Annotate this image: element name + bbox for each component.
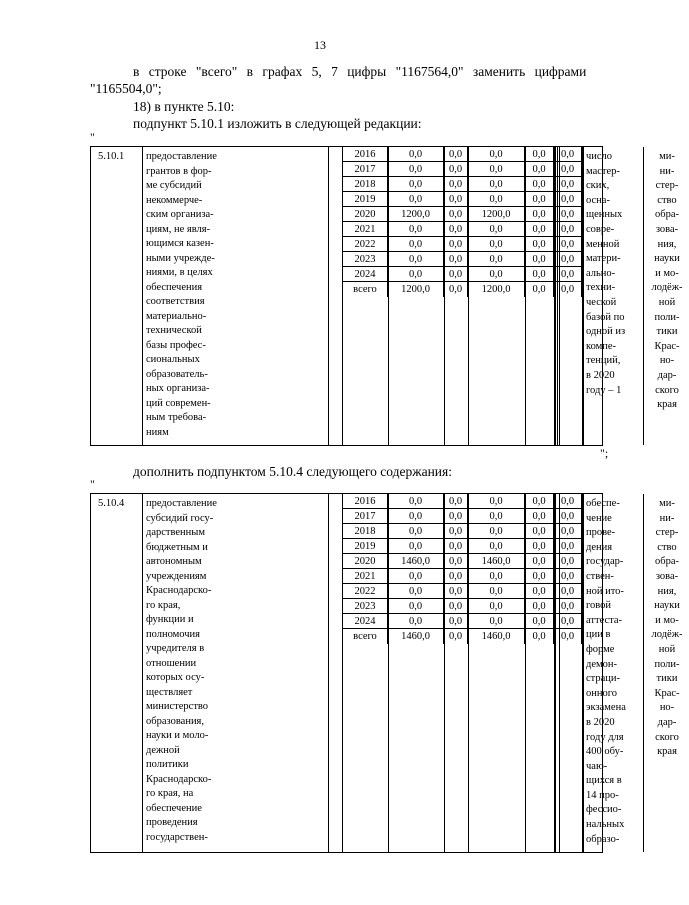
municipal-funding-cell: 0,0 bbox=[525, 222, 554, 237]
total-funding-cell: 1460,0 bbox=[388, 554, 444, 569]
extrabudget-funding-cell: 0,0 bbox=[554, 252, 582, 267]
column-divider bbox=[468, 494, 469, 852]
year-cell: 2023 bbox=[343, 599, 388, 614]
federal-funding-cell: 0,0 bbox=[444, 599, 468, 614]
extrabudget-funding-cell: 0,0 bbox=[554, 162, 582, 177]
column-divider bbox=[388, 147, 389, 445]
extrabudget-funding-cell: 0,0 bbox=[554, 614, 582, 629]
municipal-funding-cell: 0,0 bbox=[525, 509, 554, 524]
column-divider bbox=[525, 494, 526, 852]
quote-open-mark: " bbox=[90, 130, 95, 144]
municipal-funding-cell: 0,0 bbox=[525, 177, 554, 192]
extrabudget-funding-cell: 0,0 bbox=[554, 192, 582, 207]
year-cell: 2020 bbox=[343, 554, 388, 569]
paragraph-item-18: 18) в пункте 5.10: bbox=[133, 99, 235, 114]
regional-funding-cell: 0,0 bbox=[468, 147, 525, 162]
extrabudget-funding-cell: 0,0 bbox=[554, 237, 582, 252]
regional-funding-cell: 0,0 bbox=[468, 162, 525, 177]
regional-funding-cell: 1200,0 bbox=[468, 282, 525, 297]
table-row bbox=[343, 524, 583, 539]
total-funding-cell: 0,0 bbox=[388, 192, 444, 207]
municipal-funding-cell: 0,0 bbox=[525, 147, 554, 162]
extrabudget-funding-cell: 0,0 bbox=[554, 599, 582, 614]
year-cell: всего bbox=[343, 282, 388, 297]
total-funding-cell: 0,0 bbox=[388, 162, 444, 177]
federal-funding-cell: 0,0 bbox=[444, 252, 468, 267]
table-row bbox=[343, 494, 583, 509]
column-divider bbox=[555, 494, 556, 852]
regional-funding-cell: 0,0 bbox=[468, 267, 525, 282]
total-funding-cell: 0,0 bbox=[388, 614, 444, 629]
regional-funding-cell: 0,0 bbox=[468, 584, 525, 599]
table-row bbox=[343, 237, 583, 252]
regional-funding-cell: 0,0 bbox=[468, 614, 525, 629]
municipal-funding-cell: 0,0 bbox=[525, 494, 554, 509]
item-description: предоставление субсидий госу- дарственным бюджетным и автономным учреждениям Краснодарско- го края, функции и полномочия учредителя в отношении которых осу- ществляет министерство образования, науки и моло- дежной политики Краснодарско- го края, на обеспечение проведения государствен- bbox=[143, 494, 329, 852]
regional-funding-cell: 0,0 bbox=[468, 539, 525, 554]
regional-funding-cell: 0,0 bbox=[468, 237, 525, 252]
federal-funding-cell: 0,0 bbox=[444, 147, 468, 162]
regional-funding-cell: 0,0 bbox=[468, 494, 525, 509]
table-row bbox=[343, 192, 583, 207]
extrabudget-funding-cell: 0,0 bbox=[554, 569, 582, 584]
regional-funding-cell: 0,0 bbox=[468, 509, 525, 524]
column-divider bbox=[444, 147, 445, 445]
total-funding-cell: 0,0 bbox=[388, 267, 444, 282]
total-funding-cell: 0,0 bbox=[388, 252, 444, 267]
column-divider bbox=[559, 494, 560, 852]
item-number: 5.10.4 bbox=[91, 494, 143, 852]
federal-funding-cell: 0,0 bbox=[444, 584, 468, 599]
table-row bbox=[343, 509, 583, 524]
year-cell: 2019 bbox=[343, 539, 388, 554]
year-cell: 2018 bbox=[343, 524, 388, 539]
column-divider bbox=[444, 494, 445, 852]
total-funding-cell: 0,0 bbox=[388, 584, 444, 599]
municipal-funding-cell: 0,0 bbox=[525, 554, 554, 569]
regional-funding-cell: 1460,0 bbox=[468, 629, 525, 644]
source-column bbox=[329, 494, 343, 852]
item-executor: ми- ни- стер- ство обра- зова- ния, науки и мо- лодёж- ной поли- тики Крас- но- дар- ского края bbox=[651, 498, 683, 758]
regional-funding-cell: 0,0 bbox=[468, 569, 525, 584]
year-cell: 2019 bbox=[343, 192, 388, 207]
table-row bbox=[343, 569, 583, 584]
table-row bbox=[343, 162, 583, 177]
total-funding-cell: 1200,0 bbox=[388, 282, 444, 297]
extrabudget-funding-cell: 0,0 bbox=[554, 207, 582, 222]
total-funding-cell: 0,0 bbox=[388, 524, 444, 539]
regional-funding-cell: 0,0 bbox=[468, 524, 525, 539]
table-row bbox=[343, 554, 583, 569]
federal-funding-cell: 0,0 bbox=[444, 539, 468, 554]
regional-funding-cell: 0,0 bbox=[468, 177, 525, 192]
municipal-funding-cell: 0,0 bbox=[525, 237, 554, 252]
extrabudget-funding-cell: 0,0 bbox=[554, 222, 582, 237]
municipal-funding-cell: 0,0 bbox=[525, 569, 554, 584]
year-cell: 2020 bbox=[343, 207, 388, 222]
federal-funding-cell: 0,0 bbox=[444, 237, 468, 252]
federal-funding-cell: 0,0 bbox=[444, 282, 468, 297]
item-number: 5.10.1 bbox=[91, 147, 143, 445]
item-executor: ми- ни- стер- ство обра- зова- ния, науки и мо- лодёж- ной поли- тики Крас- но- дар- ского края bbox=[651, 151, 683, 411]
source-column bbox=[329, 147, 343, 445]
extrabudget-funding-cell: 0,0 bbox=[554, 177, 582, 192]
table-row bbox=[343, 252, 583, 267]
column-divider bbox=[555, 147, 556, 445]
municipal-funding-cell: 0,0 bbox=[525, 584, 554, 599]
extrabudget-funding-cell: 0,0 bbox=[554, 267, 582, 282]
federal-funding-cell: 0,0 bbox=[444, 192, 468, 207]
total-funding-cell: 1460,0 bbox=[388, 629, 444, 644]
table-row bbox=[343, 147, 583, 162]
year-cell: 2021 bbox=[343, 569, 388, 584]
municipal-funding-cell: 0,0 bbox=[525, 599, 554, 614]
column-divider bbox=[559, 147, 560, 445]
paragraph-replace-figures-cont: "1165504,0"; bbox=[90, 81, 162, 96]
table-total-row bbox=[343, 282, 583, 297]
federal-funding-cell: 0,0 bbox=[444, 524, 468, 539]
extrabudget-funding-cell: 0,0 bbox=[554, 147, 582, 162]
total-funding-cell: 0,0 bbox=[388, 222, 444, 237]
item-result: обеспе- чение прове- дения государ- ствен- ной ито- говой аттеста- ции в форме демон- страци- онного экзамена в 2020 году для 400 обу- чаю- щихся в 14 про- фессио- нальных образо- bbox=[586, 498, 626, 845]
year-cell: 2016 bbox=[343, 494, 388, 509]
table-row bbox=[343, 177, 583, 192]
year-cell: 2021 bbox=[343, 222, 388, 237]
year-cell: 2022 bbox=[343, 237, 388, 252]
total-funding-cell: 0,0 bbox=[388, 539, 444, 554]
table-row bbox=[343, 222, 583, 237]
table-row bbox=[343, 267, 583, 282]
federal-funding-cell: 0,0 bbox=[444, 554, 468, 569]
quote-open-mark: " bbox=[90, 477, 95, 491]
table-row bbox=[343, 539, 583, 554]
extrabudget-funding-cell: 0,0 bbox=[554, 524, 582, 539]
quote-close-mark: "; bbox=[600, 446, 609, 460]
extrabudget-funding-cell: 0,0 bbox=[554, 584, 582, 599]
table-row bbox=[343, 207, 583, 222]
regional-funding-cell: 1200,0 bbox=[468, 207, 525, 222]
extrabudget-funding-cell: 0,0 bbox=[554, 282, 582, 297]
federal-funding-cell: 0,0 bbox=[444, 629, 468, 644]
federal-funding-cell: 0,0 bbox=[444, 614, 468, 629]
paragraph-add-subitem-5-10-4: дополнить подпунктом 5.10.4 следующего содержания: bbox=[133, 464, 452, 479]
page-number: 13 bbox=[314, 38, 326, 52]
year-cell: 2024 bbox=[343, 267, 388, 282]
table-row bbox=[343, 599, 583, 614]
federal-funding-cell: 0,0 bbox=[444, 509, 468, 524]
total-funding-cell: 0,0 bbox=[388, 237, 444, 252]
municipal-funding-cell: 0,0 bbox=[525, 192, 554, 207]
municipal-funding-cell: 0,0 bbox=[525, 252, 554, 267]
municipal-funding-cell: 0,0 bbox=[525, 614, 554, 629]
paragraph-subitem-5-10-1: подпункт 5.10.1 изложить в следующей редакции: bbox=[133, 116, 422, 131]
federal-funding-cell: 0,0 bbox=[444, 222, 468, 237]
year-cell: 2018 bbox=[343, 177, 388, 192]
item-result: число мастер- ских, осна- щенных совре- менной матери- ально- техни- ческой базой по одной из компе- тенций, в 2020 году – 1 bbox=[586, 151, 626, 396]
column-divider bbox=[643, 147, 644, 445]
year-cell: 2016 bbox=[343, 147, 388, 162]
federal-funding-cell: 0,0 bbox=[444, 162, 468, 177]
municipal-funding-cell: 0,0 bbox=[525, 524, 554, 539]
year-cell: всего bbox=[343, 629, 388, 644]
extrabudget-funding-cell: 0,0 bbox=[554, 554, 582, 569]
table-row bbox=[343, 584, 583, 599]
regional-funding-cell: 0,0 bbox=[468, 599, 525, 614]
federal-funding-cell: 0,0 bbox=[444, 177, 468, 192]
item-description: предоставление грантов в фор- ме субсидий некоммерче- ским организа- циям, не явля- ющимся казен- ными учрежде- ниями, в целях обеспечения соответствия материально- технической базы профес- сиональных образователь- ных организа- ций современ- ным требова- ниям bbox=[143, 147, 329, 445]
total-funding-cell: 0,0 bbox=[388, 494, 444, 509]
year-cell: 2023 bbox=[343, 252, 388, 267]
column-divider bbox=[388, 494, 389, 852]
total-funding-cell: 1200,0 bbox=[388, 207, 444, 222]
municipal-funding-cell: 0,0 bbox=[525, 162, 554, 177]
extrabudget-funding-cell: 0,0 bbox=[554, 539, 582, 554]
extrabudget-funding-cell: 0,0 bbox=[554, 494, 582, 509]
year-cell: 2024 bbox=[343, 614, 388, 629]
municipal-funding-cell: 0,0 bbox=[525, 267, 554, 282]
federal-funding-cell: 0,0 bbox=[444, 267, 468, 282]
regional-funding-cell: 1460,0 bbox=[468, 554, 525, 569]
column-divider bbox=[583, 147, 584, 445]
total-funding-cell: 0,0 bbox=[388, 509, 444, 524]
table-total-row bbox=[343, 629, 583, 644]
federal-funding-cell: 0,0 bbox=[444, 494, 468, 509]
total-funding-cell: 0,0 bbox=[388, 147, 444, 162]
regional-funding-cell: 0,0 bbox=[468, 252, 525, 267]
municipal-funding-cell: 0,0 bbox=[525, 282, 554, 297]
extrabudget-funding-cell: 0,0 bbox=[554, 629, 582, 644]
table-subitem-5-10-1 bbox=[90, 146, 683, 446]
regional-funding-cell: 0,0 bbox=[468, 192, 525, 207]
table-subitem-5-10-4 bbox=[90, 493, 683, 853]
federal-funding-cell: 0,0 bbox=[444, 207, 468, 222]
extrabudget-funding-cell: 0,0 bbox=[554, 509, 582, 524]
year-cell: 2017 bbox=[343, 162, 388, 177]
column-divider bbox=[643, 494, 644, 852]
year-cell: 2022 bbox=[343, 584, 388, 599]
total-funding-cell: 0,0 bbox=[388, 177, 444, 192]
table-row bbox=[343, 614, 583, 629]
municipal-funding-cell: 0,0 bbox=[525, 207, 554, 222]
year-cell: 2017 bbox=[343, 509, 388, 524]
regional-funding-cell: 0,0 bbox=[468, 222, 525, 237]
municipal-funding-cell: 0,0 bbox=[525, 629, 554, 644]
total-funding-cell: 0,0 bbox=[388, 569, 444, 584]
paragraph-replace-figures: в строке "всего" в графах 5, 7 цифры "1167564,0" заменить цифрами bbox=[133, 64, 587, 79]
federal-funding-cell: 0,0 bbox=[444, 569, 468, 584]
total-funding-cell: 0,0 bbox=[388, 599, 444, 614]
column-divider bbox=[525, 147, 526, 445]
column-divider bbox=[583, 494, 584, 852]
column-divider bbox=[468, 147, 469, 445]
municipal-funding-cell: 0,0 bbox=[525, 539, 554, 554]
column-divider bbox=[557, 147, 558, 445]
